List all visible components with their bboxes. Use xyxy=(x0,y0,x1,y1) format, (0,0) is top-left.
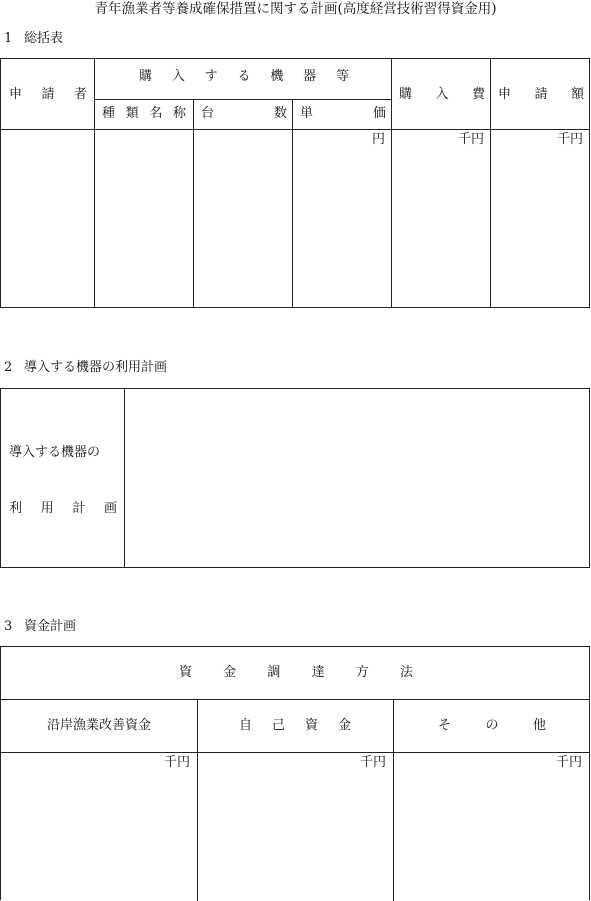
usage-plan-table xyxy=(0,388,590,568)
header-applicant: 申 請 者 xyxy=(9,87,87,102)
coastal-fund-unit: 千円 xyxy=(163,755,190,770)
section2-number: 2 xyxy=(4,360,13,375)
application-amount-unit: 千円 xyxy=(556,132,583,147)
usage-plan-content[interactable] xyxy=(125,389,589,567)
section2-title: 導入する機器の利用計画 xyxy=(24,360,168,375)
other-unit: 千円 xyxy=(555,755,582,770)
section1-heading xyxy=(4,31,63,47)
section1-title: 総括表 xyxy=(24,31,64,46)
header-other: そ の 他 xyxy=(438,718,546,733)
header-equipment-group: 購 入 す る 機 器 等 xyxy=(139,69,349,84)
document-title: 青年漁業者等養成確保措置に関する計画(高度経営技術習得資金用) xyxy=(94,1,497,17)
summary-table xyxy=(0,58,590,308)
usage-plan-label-line1: 導入する機器の xyxy=(9,445,101,460)
section2-heading xyxy=(4,360,167,376)
usage-plan-label-line2: 利 用 計 画 xyxy=(9,501,117,516)
section3-number: 3 xyxy=(4,619,13,634)
header-quantity: 台 数 xyxy=(201,106,287,121)
funding-plan-table xyxy=(0,646,590,900)
section1-number: 1 xyxy=(4,31,13,46)
header-funding-method: 資 金 調 達 方 法 xyxy=(179,665,413,680)
header-purchase-cost: 購 入 費 xyxy=(399,87,485,102)
section3-heading xyxy=(4,619,76,635)
header-application-amount: 申 請 額 xyxy=(498,87,584,102)
header-coastal-fund: 沿岸漁業改善資金 xyxy=(46,718,151,733)
section3-title: 資金計画 xyxy=(24,619,77,634)
purchase-cost-unit: 千円 xyxy=(457,132,484,147)
header-type-name: 種 類 名 称 xyxy=(102,106,186,121)
unit-price-unit: 円 xyxy=(371,132,385,147)
own-funds-unit: 千円 xyxy=(359,755,386,770)
header-own-funds: 自 己 資 金 xyxy=(239,718,351,733)
header-unit-price: 単 価 xyxy=(300,106,386,121)
